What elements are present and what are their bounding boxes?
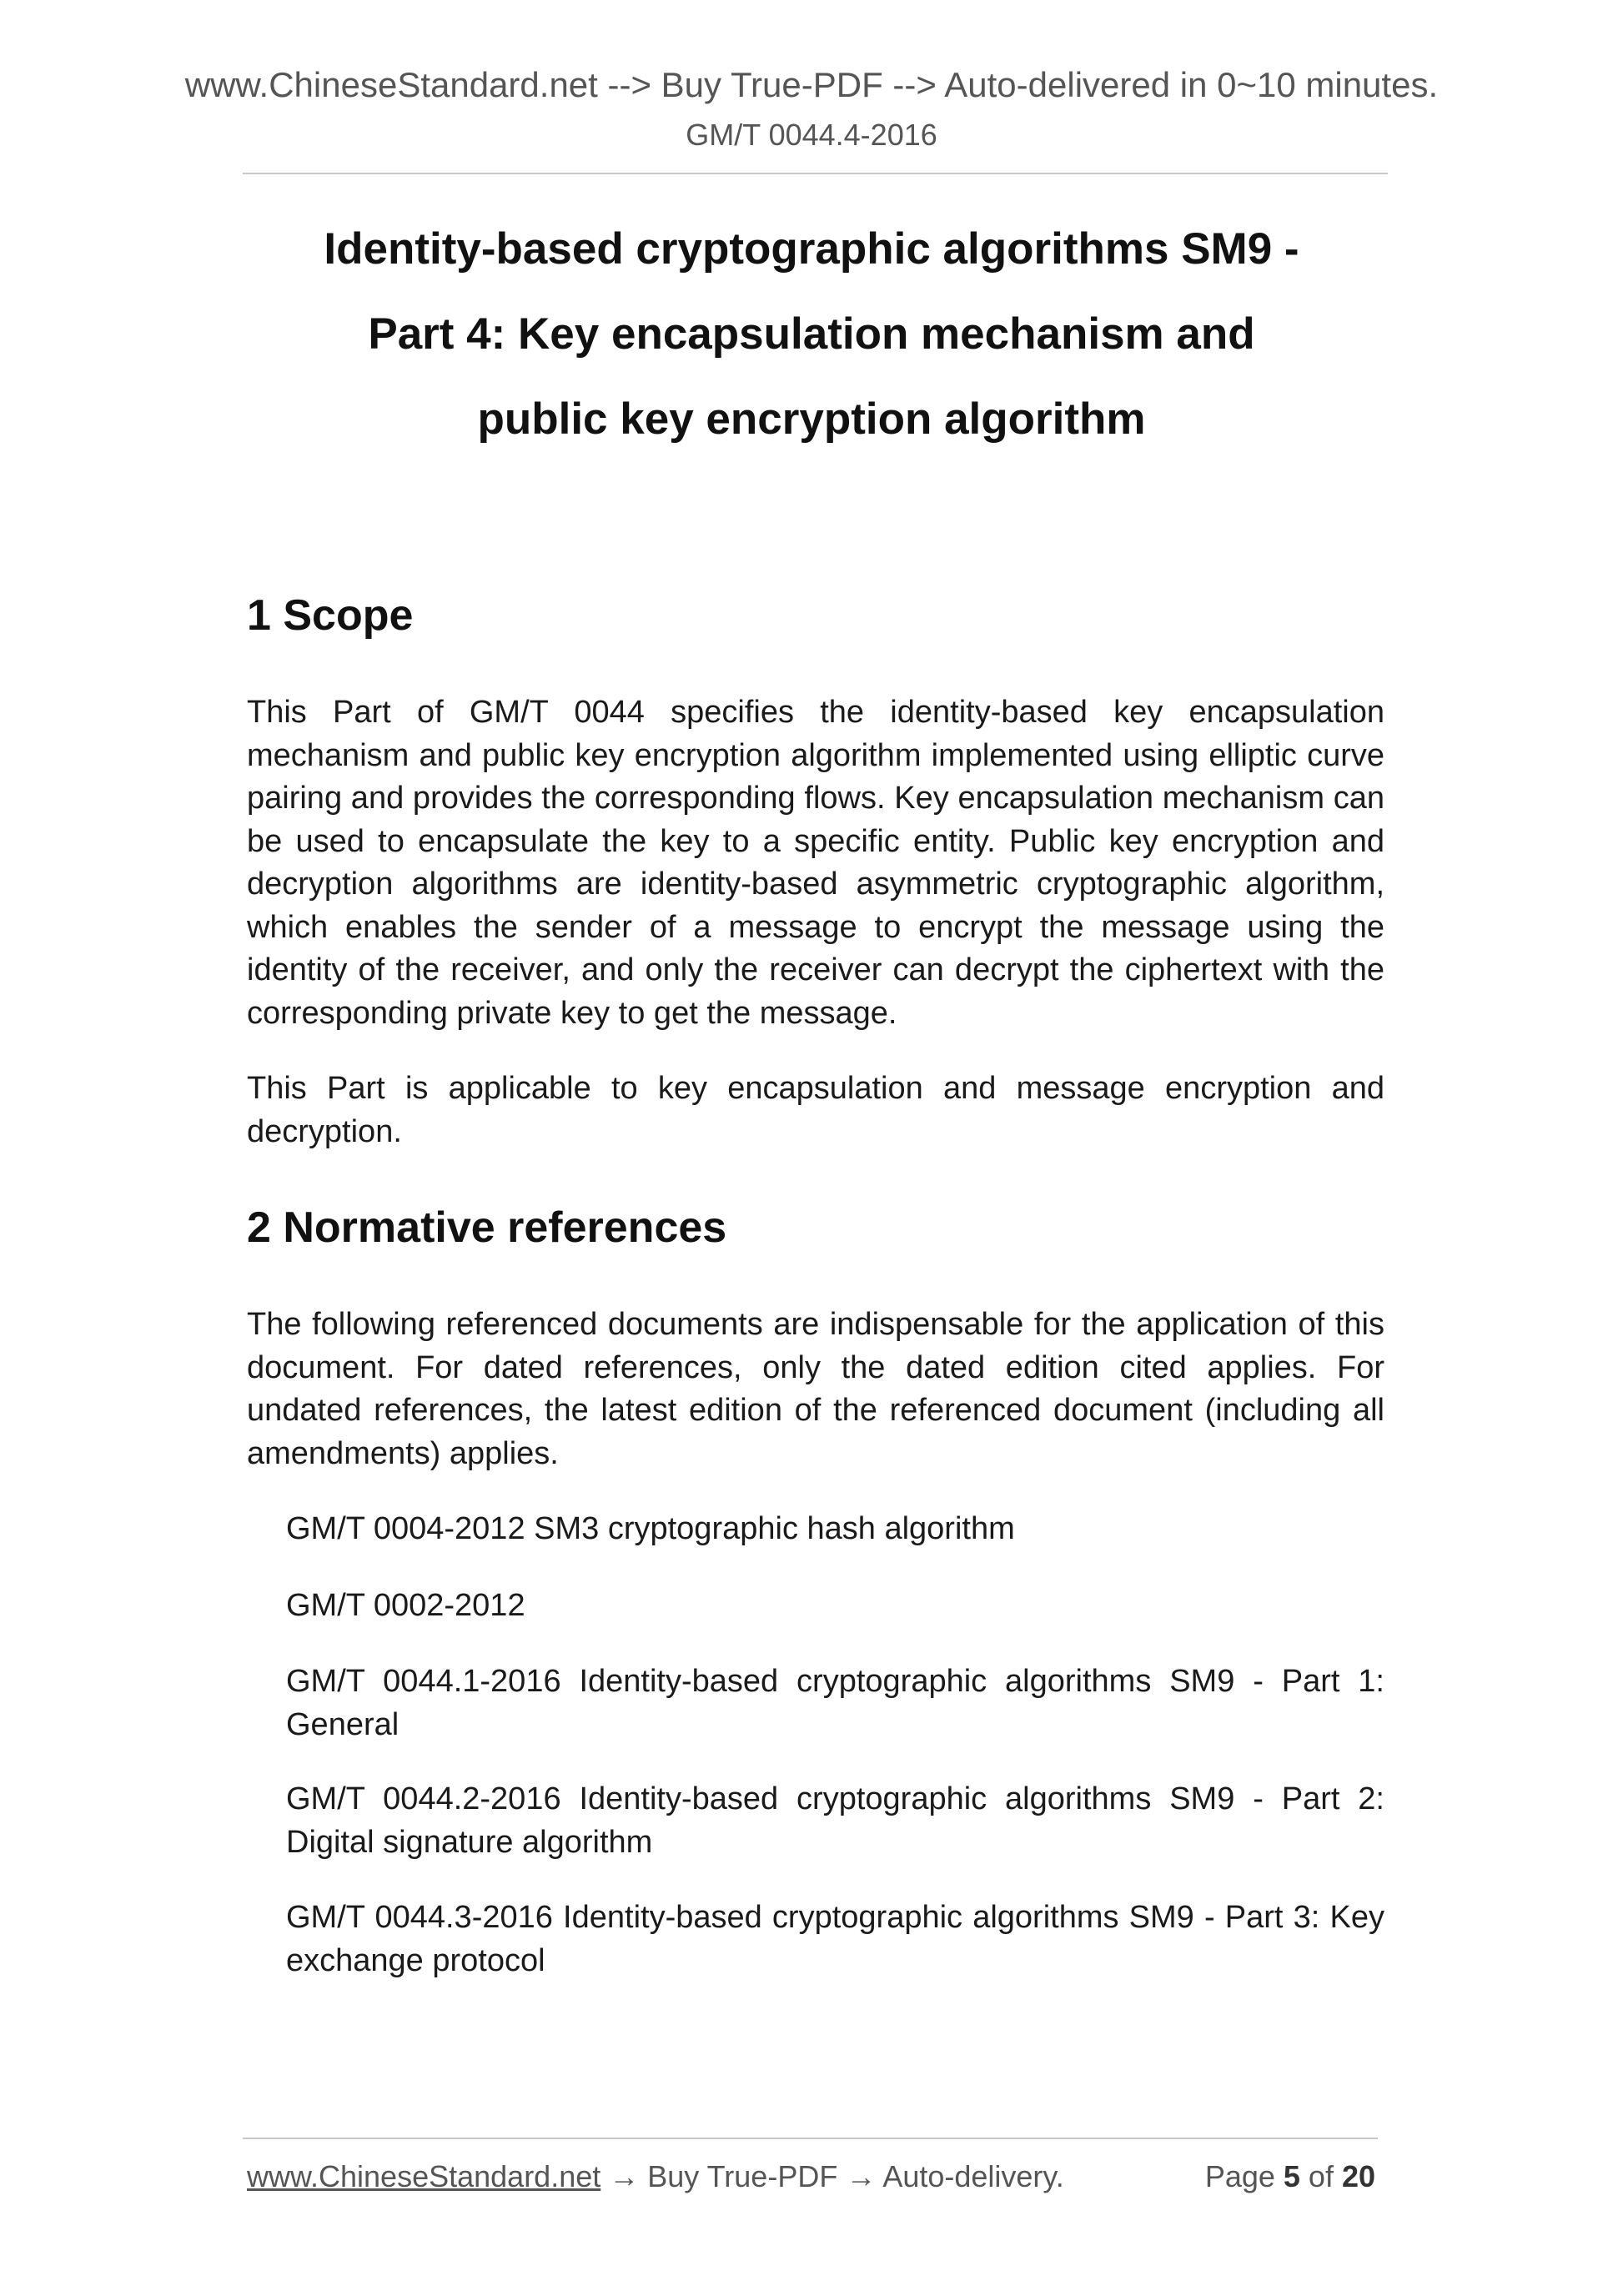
scope-paragraph-1: This Part of GM/T 0044 specifies the identity-based key encapsulation mechanism and public key encryption algorithm implemented using elliptic curve pairing and provides the corresponding flows. Key encapsulation mechanism can be used to encapsulate the key to a specific entity. Public key encryption and decryption algorithms are identity-based asymmetric cryptographic algorithm, which enables the sender of a message to encrypt the message using the identity of the receiver, and only the receiver can decrypt the ciphertext with the corresponding private key to get the message. [247, 695, 1384, 1031]
scope-paragraph-2: This Part is applicable to key encapsulation and message encryption and decryption. [247, 1071, 1384, 1149]
footer-tagline: → Buy True-PDF → Auto-delivery. [600, 2159, 1064, 2193]
section-heading-scope: 1 Scope [247, 591, 414, 640]
page-indicator [1205, 2159, 1375, 2194]
reference-item: GM/T 0044.2-2016 Identity-based cryptographic algorithms SM9 - Part 2: Digital signature algorithm [286, 1781, 1384, 1860]
section-heading-normative-references: 2 Normative references [247, 1203, 727, 1252]
footer-site-link[interactable]: www.ChineseStandard.net [247, 2159, 601, 2193]
header-divider [243, 173, 1388, 174]
header-doc-id: GM/T 0044.4-2016 [686, 118, 937, 152]
document-title-line-1: Identity-based cryptographic algorithms SM9 - [324, 224, 1299, 274]
document-title-line-3: public key encryption algorithm [477, 394, 1146, 444]
document-title-line-2: Part 4: Key encapsulation mechanism and [368, 309, 1255, 359]
reference-item: GM/T 0002-2012 [286, 1588, 525, 1623]
page-total: 20 [1341, 2159, 1375, 2193]
reference-item: GM/T 0044.1-2016 Identity-based cryptographic algorithms SM9 - Part 1: General [286, 1664, 1384, 1742]
header-banner: www.ChineseStandard.net --> Buy True-PDF --> Auto-delivered in 0~10 minutes. [184, 65, 1439, 104]
reference-item: GM/T 0004-2012 SM3 cryptographic hash algorithm [286, 1511, 1015, 1546]
footer-promo [247, 2159, 1064, 2194]
page-separator: of [1299, 2159, 1342, 2193]
normative-intro-paragraph: The following referenced documents are indispensable for the application of this document. For dated references, only the dated edition cited applies. For undated references, the latest edition of the referenced document (including all amendments) applies. [247, 1307, 1384, 1471]
page-prefix: Page [1204, 2159, 1284, 2193]
reference-item: GM/T 0044.3-2016 Identity-based cryptographic algorithms SM9 - Part 3: Key exchange protocol [286, 1900, 1384, 1978]
page-current: 5 [1283, 2159, 1300, 2193]
footer-divider [243, 2138, 1378, 2139]
